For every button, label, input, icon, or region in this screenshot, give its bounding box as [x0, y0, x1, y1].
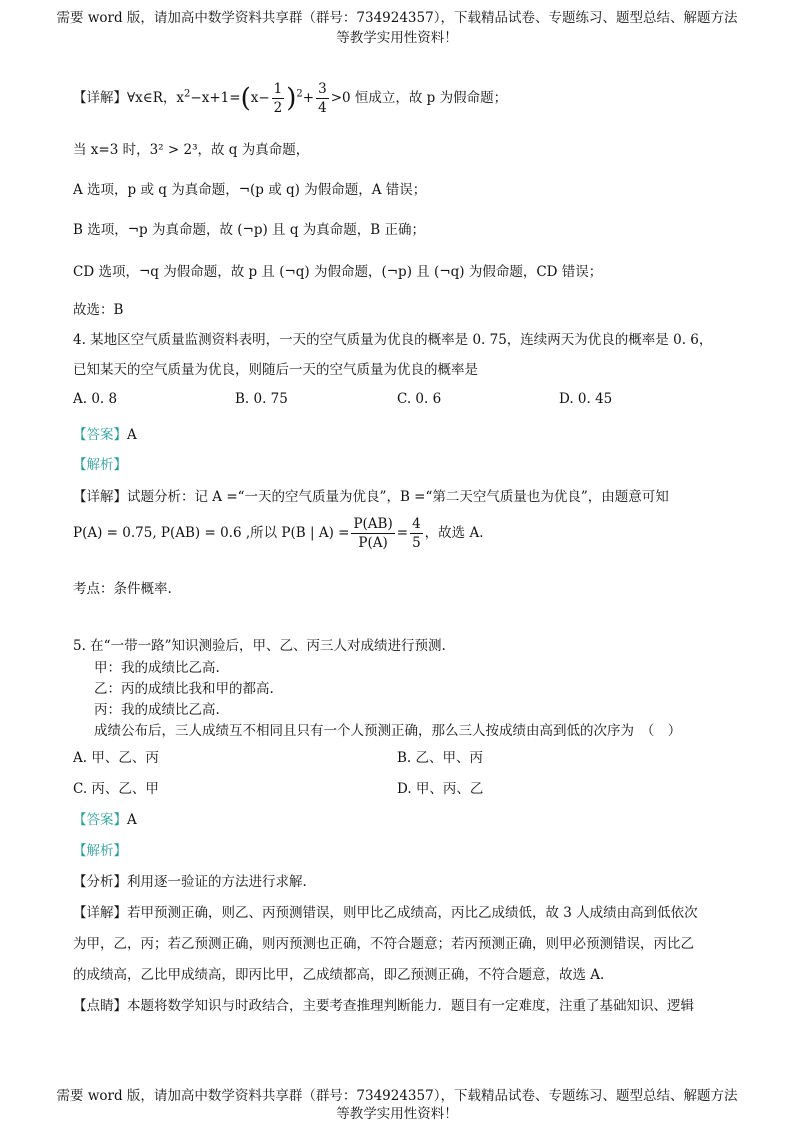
q4-stem-line2: 已知某天的空气质量为优良，则随后一天的空气质量为优良的概率是	[73, 362, 478, 378]
q5-analysis-tag: 【解析】	[73, 843, 127, 859]
fraction-three-quarters: $\frac{3}{4}$	[318, 81, 327, 116]
footer-banner-line2: 等教学实用性资料！	[336, 1106, 458, 1122]
q3-detail-line1: 【详解】∀x∈R，$x^2-x+1=(x-$ $\frac{1}{2}$ )$^2$+ $\frac{3}{4}$ >0 恒成立，故 p 为假命题；	[73, 81, 508, 116]
fenxi-text: 利用逐一验证的方法进行求解.	[127, 874, 307, 890]
q4-answer	[73, 423, 137, 443]
dianjing-text: 本题将数学知识与时政结合，主要考查推理判断能力．题目有一定难度，注重了基础知识、逻辑	[127, 998, 694, 1014]
q5-option-b: B. 乙、甲、丙	[397, 750, 484, 766]
q3-detail-line6: 故选：B	[73, 302, 124, 318]
q5-stem: 5. 在“一带一路”知识测验后，甲、乙、丙三人对成绩进行预测.	[73, 638, 446, 654]
detail-tag: 【详解】	[73, 489, 127, 505]
math-text: P(A) = 0.75, P(AB) = 0.6 ,所以 P(B | A) =	[73, 525, 350, 541]
fraction-half: $\frac{1}{2}$	[273, 81, 283, 116]
q4-option-b: B. 0. 75	[235, 391, 288, 407]
footer-banner-line1: 需要 word 版，请加高中数学资料共享群（群号：734924357），下载精品试卷、专题练习、题型总结、解题方法	[56, 1088, 738, 1104]
detail-text: 试题分析：记 A =“一天的空气质量为优良”，B =“第二天空气质量也为优良”，由题意可知	[127, 489, 669, 505]
header-banner-line1: 需要 word 版，请加高中数学资料共享群（群号：734924357），下载精品试卷、专题练习、题型总结、解题方法	[56, 10, 738, 26]
q4-kaodian: 考点：条件概率.	[73, 581, 172, 597]
q5-detail-line3: 的成绩高，乙比甲成绩高，即丙比甲，乙成绩都高，即乙预测正确，不符合题意，故选 A.	[73, 967, 605, 983]
q5-option-d: D. 甲、丙、乙	[397, 781, 484, 797]
q3-detail-line3: A 选项，p 或 q 为真命题，¬(p 或 q) 为假命题，A 错误；	[73, 182, 427, 198]
q4-stem-line1: 4. 某地区空气质量监测资料表明，一天的空气质量为优良的概率是 0. 75，连续两天为优良的概率是 0. 6，	[73, 332, 713, 348]
q5-jia: 甲：我的成绩比乙高.	[94, 660, 220, 676]
q5-detail-line2: 为甲，乙，丙；若乙预测正确，则丙预测也正确，不符合题意；若丙预测正确，则甲必预测错误，丙比乙	[73, 936, 694, 952]
q4-detail-line2	[73, 515, 484, 552]
q3-detail-line5: CD 选项，¬q 为假命题，故 p 且 (¬q) 为假命题，(¬p) 且 (¬q) 为假命题，CD 错误；	[73, 264, 603, 280]
answer-value: A	[127, 812, 137, 828]
fraction-four-fifths: $\frac{4}{5}$	[412, 516, 421, 551]
q5-option-c: C. 丙、乙、甲	[73, 781, 159, 797]
fraction-conditional: $\frac{P(AB)}{P(A)}$	[353, 516, 393, 551]
q5-bing: 丙：我的成绩比乙高.	[94, 702, 220, 718]
q4-option-d: D. 0. 45	[559, 391, 613, 407]
q5-option-a: A. 甲、乙、丙	[73, 750, 159, 766]
q4-detail-line1	[73, 485, 669, 505]
q5-yi: 乙：丙的成绩比我和甲的都高.	[94, 681, 274, 697]
answer-value: A	[127, 427, 137, 443]
q5-detail-line1	[73, 901, 698, 921]
q4-analysis-tag: 【解析】	[73, 457, 127, 473]
fenxi-tag: 【分析】	[73, 874, 127, 890]
math-text: x−	[250, 90, 270, 106]
header-banner-line2: 等教学实用性资料！	[336, 30, 458, 46]
math-text: >0 恒成立，故 p 为假命题；	[330, 90, 508, 106]
dianjing-tag: 【点睛】	[73, 998, 127, 1014]
detail-tag: 【详解】	[73, 905, 127, 921]
math-text: ∀x∈R，x	[127, 90, 185, 106]
math-text: +	[302, 90, 315, 106]
q5-answer	[73, 808, 137, 828]
q3-detail-line2: 当 x=3 时，3² > 2³，故 q 为真命题，	[73, 142, 310, 158]
q4-option-a: A. 0. 8	[73, 391, 118, 407]
detail-text: 若甲预测正确，则乙、丙预测错误，则甲比乙成绩高，丙比乙成绩低，故 3 人成绩由高到低依次	[127, 905, 698, 921]
math-text: −x+1=	[190, 90, 241, 106]
q3-detail-line4: B 选项，¬p 为真命题，故 (¬p) 且 q 为真命题，B 正确；	[73, 222, 425, 238]
q5-fenxi	[73, 870, 307, 890]
answer-tag: 【答案】	[73, 812, 127, 828]
q5-stem2: 成绩公布后，三人成绩互不相同且只有一个人预测正确，那么三人按成绩由高到低的次序为 （ ）	[94, 723, 682, 739]
detail-tag: 【详解】	[73, 90, 127, 106]
answer-tag: 【答案】	[73, 427, 127, 443]
q4-option-c: C. 0. 6	[397, 391, 442, 407]
math-text: ，故选 A.	[424, 525, 484, 541]
q5-dianjing	[73, 994, 694, 1014]
math-text: =	[396, 525, 409, 541]
